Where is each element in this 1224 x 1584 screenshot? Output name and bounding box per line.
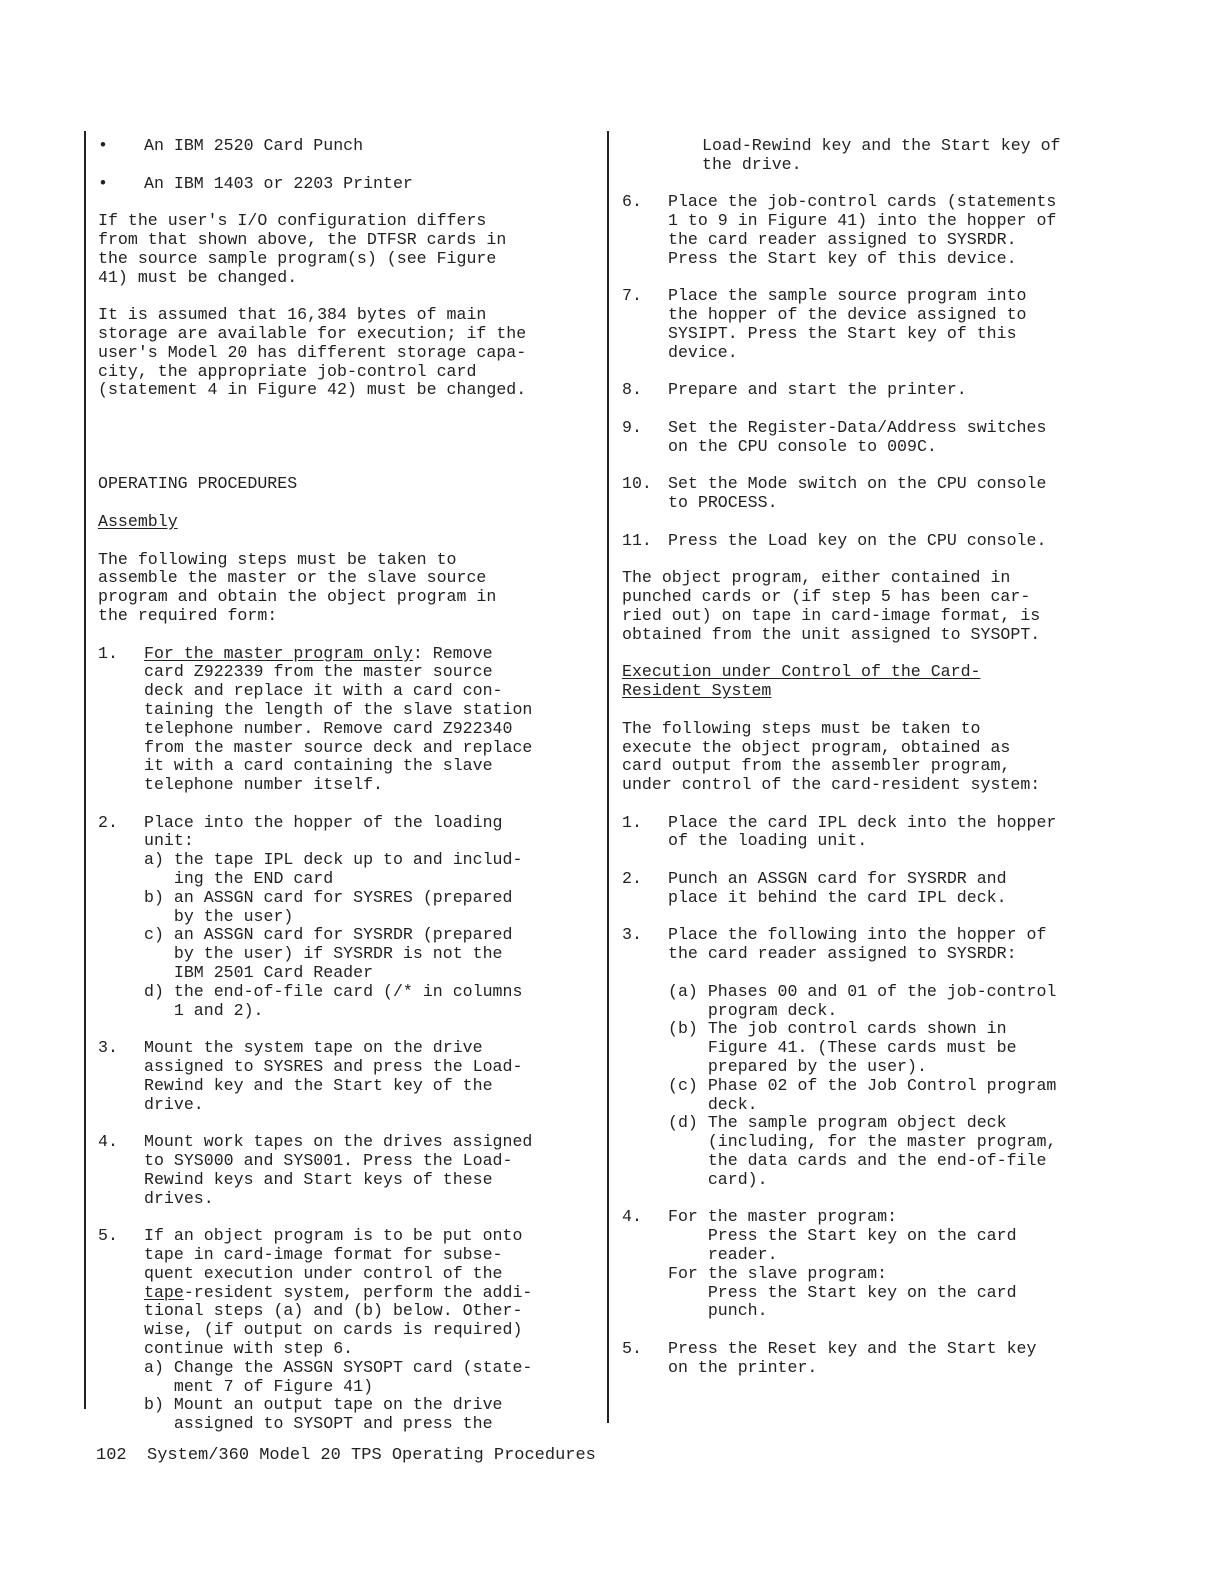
step-item: 4. For the master program: Press the Start key on the card reader. For the slave program: Press the Start key on the card punch. bbox=[622, 1207, 1017, 1321]
result-paragraph: The object program, either contained in punched cards or (if step 5 has been car- ried out) on tape in card-image format, is obtained from the unit assigned to SYSOPT. bbox=[622, 568, 1041, 644]
step-item: 1. For the master program only: Remove card Z922339 from the master source deck and replace it with a card con- taining the length of the slave station telephone number. Remove card Z922340 from the master source deck and replace it with a card containing the slave telephone number itself. bbox=[98, 643, 533, 795]
step-item: 7. Place the sample source program into the hopper of the device assigned to SYSIPT. Press the Start key of this device. bbox=[622, 286, 1027, 362]
step1-lead: For the master program only bbox=[144, 643, 413, 663]
step-item: 11. Press the Load key on the CPU console. bbox=[622, 530, 1047, 550]
list-item: • An IBM 1403 or 2203 Printer bbox=[98, 173, 413, 193]
subheading-assembly: Assembly bbox=[98, 511, 178, 531]
left-column bbox=[98, 137, 594, 1453]
section-heading: OPERATING PROCEDURES bbox=[98, 474, 298, 494]
config-paragraph: If the user's I/O configuration differs from that shown above, the DTFSR cards in the source sample program(s) (see Figure 41) must be changed. bbox=[98, 211, 507, 287]
right-column bbox=[622, 137, 1122, 1396]
column-divider bbox=[607, 131, 609, 1423]
step-item: 10. Set the Mode switch on the CPU console to PROCESS. bbox=[622, 474, 1047, 513]
bullet-icon: • bbox=[98, 173, 108, 193]
step-sublist: (a) Phases 00 and 01 of the job-control program deck. (b) The job control cards shown in Figure 41. (These cards must be prepared by the user). (c) Phase 02 of the Job Control program deck. (d) The sample program object deck (including, for the master program, the data cards and the end-of-file card). bbox=[668, 981, 1057, 1189]
left-margin-rule bbox=[84, 131, 86, 1409]
execution-intro: The following steps must be taken to execute the object program, obtained as card output from the assembler program, under control of the card-resident system: bbox=[622, 718, 1041, 795]
step-item: 6. Place the job-control cards (statements 1 to 9 in Figure 41) into the hopper of the card reader assigned to SYSRDR. Press the Start key of this device. bbox=[622, 192, 1057, 268]
subheading-execution: Execution under Control of the Card- Resident System bbox=[622, 662, 981, 701]
step-item: 3. Place the following into the hopper of the card reader assigned to SYSRDR: bbox=[622, 925, 1047, 964]
step-continuation: Load-Rewind key and the Start key of the drive. bbox=[702, 136, 1061, 174]
list-item: • An IBM 2520 Card Punch bbox=[98, 136, 364, 155]
step-item: 2. Punch an ASSGN card for SYSRDR and place it behind the card IPL deck. bbox=[622, 869, 1007, 907]
step-item: 1. Place the card IPL deck into the hopper of the loading unit. bbox=[622, 812, 1057, 851]
step-item: 2. Place into the hopper of the loading unit: a) the tape IPL deck up to and includ- ing the END card b) an ASSGN card for SYSRES (prepared by the user) c) an ASSGN card for SYSRDR (prepared by the user) if SYSRDR is not the IBM 2501 Card Reader d) the end-of-file card (/* in columns 1 and 2). bbox=[98, 812, 523, 1020]
bullet-icon: • bbox=[98, 136, 108, 155]
assembly-intro: The following steps must be taken to assemble the master or the slave source program and obtain the object program in the required form: bbox=[98, 549, 497, 625]
page-footer: 102 System/360 Model 20 TPS Operating Procedures bbox=[96, 1446, 596, 1465]
step-item: 5. If an object program is to be put onto tape in card-image format for subse- quent execution under control of the tape-resident system, perform the addi- tional steps (a) and (b) below. Other- wise, (if output on cards is required) continue with step 6. a) Change the ASSGN SYSOPT card (state- ment 7 of Figure 41) b) Mount an output tape on the drive assigned to SYSOPT and press the bbox=[98, 1226, 533, 1434]
step-item: 4. Mount work tapes on the drives assigned to SYS000 and SYS001. Press the Load- Rewind keys and Start keys of these drives. bbox=[98, 1132, 533, 1208]
step-item: 3. Mount the system tape on the drive assigned to SYSRES and press the Load- Rewind key and the Start key of the drive. bbox=[98, 1038, 523, 1114]
step-item: 9. Set the Register-Data/Address switches on the CPU console to 009C. bbox=[622, 417, 1047, 456]
tape-emphasis: tape bbox=[144, 1282, 184, 1302]
storage-paragraph: It is assumed that 16,384 bytes of main storage are available for execution; if the user's Model 20 has different storage capa- city, the appropriate job-control card (statement 4 in Figure 42) must be changed. bbox=[98, 305, 527, 400]
step-item: 8. Prepare and start the printer. bbox=[622, 380, 967, 400]
step-item: 5. Press the Reset key and the Start key on the printer. bbox=[622, 1339, 1037, 1377]
